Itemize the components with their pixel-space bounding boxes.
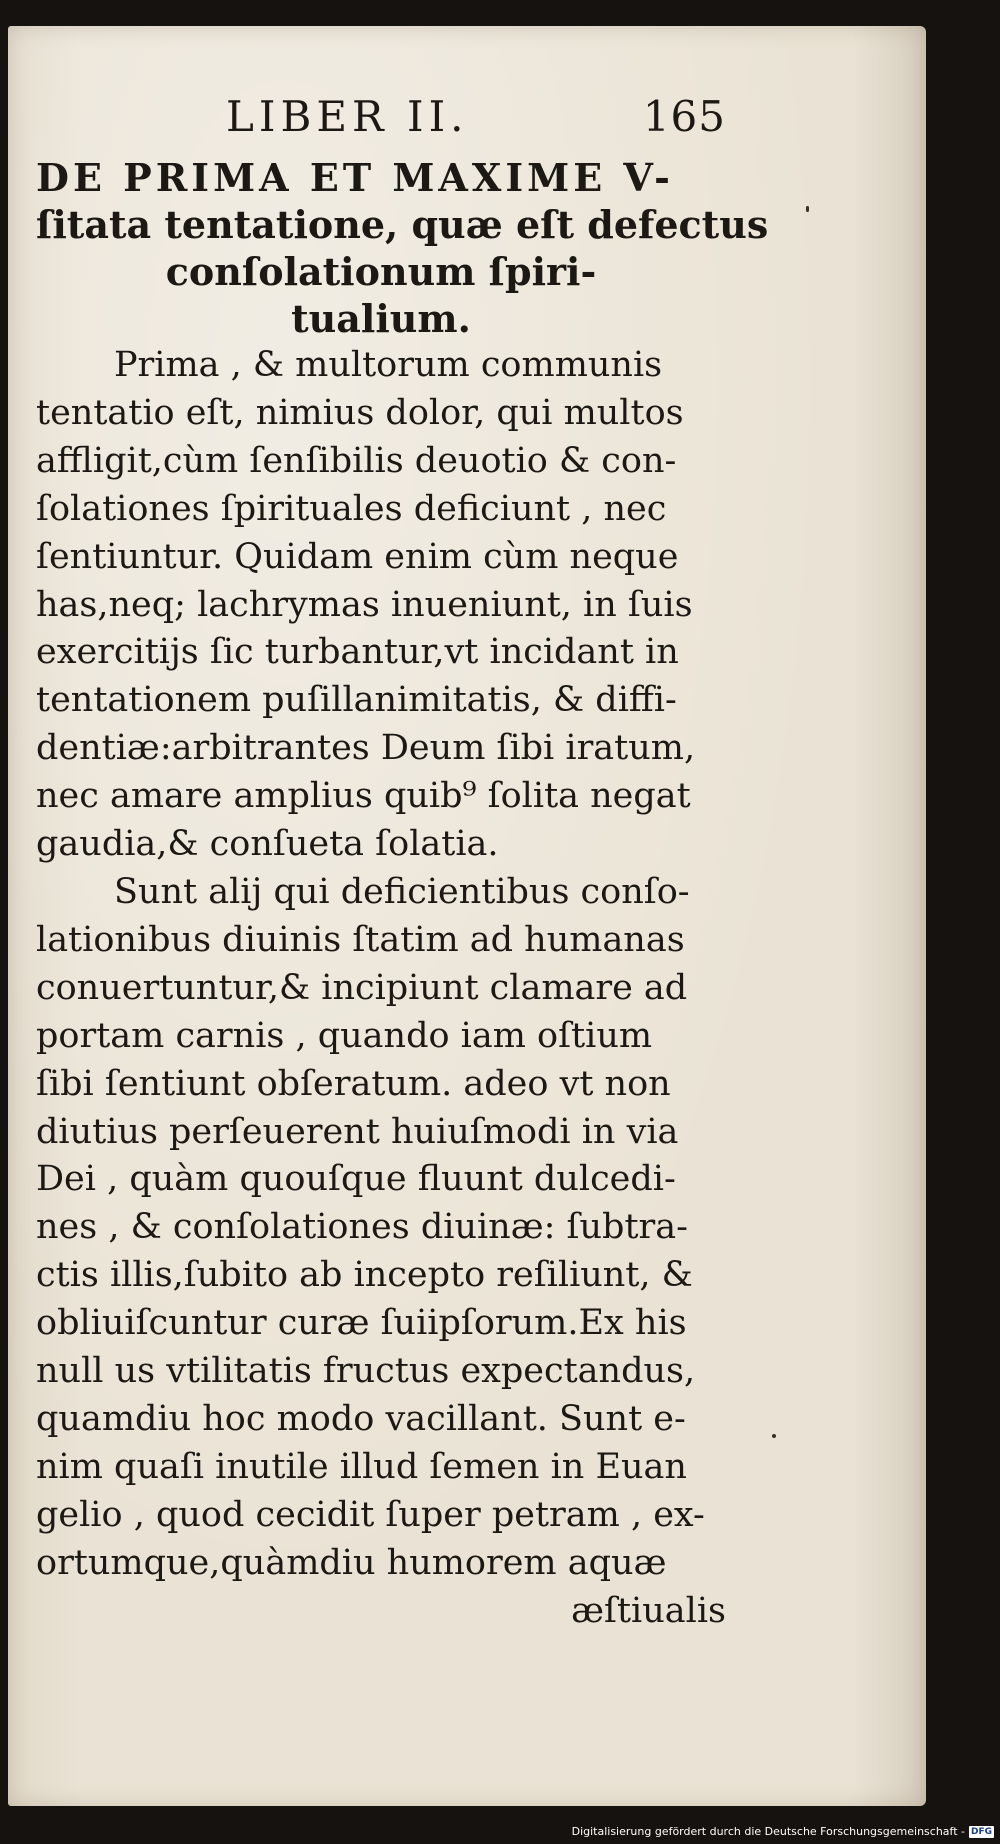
page-number: 165	[642, 92, 726, 141]
credit-text: Digitalisierung gefördert durch die Deutsche Forschungsgemeinschaft -	[571, 1825, 965, 1838]
text-line: exercitijs ſic turbantur,vt incidant in	[36, 632, 679, 673]
chapter-heading	[36, 154, 769, 342]
text-line: affligit,cùm ſenſibilis deuotio & con-	[36, 440, 677, 481]
text-line: ortumque,quàmdiu humorem aquæ	[36, 1542, 667, 1583]
text-line: Dei , quàm quouſque fluunt dulcedi-	[36, 1159, 676, 1200]
text-line: ſolationes ſpirituales deficiunt , nec	[36, 488, 667, 529]
text-line: tentationem puſillanimitatis, & diffi-	[36, 680, 677, 721]
text-line: ſibi ſentiunt obſeratum. adeo vt non	[36, 1063, 671, 1104]
catchword: æſtiualis	[571, 1590, 726, 1631]
text-line: ſentiuntur. Quidam enim cùm neque	[36, 536, 679, 577]
text-line: tentatio eſt, nimius dolor, qui multos	[36, 392, 684, 433]
heading-line: DE PRIMA ET MAXIME V-	[36, 155, 674, 200]
text-line: nec amare amplius quib⁹ ſolita negat	[36, 776, 691, 817]
text-line: conuertuntur,& incipiunt clamare ad	[36, 967, 688, 1008]
text-line: dentiæ:arbitrantes Deum ſibi iratum,	[36, 728, 696, 769]
paragraph-2	[36, 869, 726, 1588]
page-text	[36, 92, 769, 1635]
text-line: null us vtilitatis fructus expectandus,	[36, 1351, 696, 1392]
text-line: diutius perſeuerent huiuſmodi in via	[36, 1111, 679, 1152]
text-line: nes , & conſolationes diuinæ: ſubtra-	[36, 1207, 688, 1248]
text-line: portam carnis , quando iam oſtium	[36, 1015, 653, 1056]
text-line: obliuiſcuntur curæ ſuiipſorum.Ex his	[36, 1303, 687, 1344]
running-head-title: LIBER II.	[226, 92, 469, 141]
digitization-credit	[572, 1825, 994, 1838]
text-line: gelio , quod cecidit ſuper petram , ex-	[36, 1494, 705, 1535]
text-line: gaudia,& conſueta ſolatia.	[36, 824, 499, 865]
book-page	[8, 26, 926, 1806]
text-line: Prima , & multorum communis	[114, 345, 663, 385]
dfg-logo-icon: DFG	[970, 1826, 992, 1837]
text-line: has,neq; lachrymas inueniunt, in ſuis	[36, 584, 693, 625]
heading-line: conſolationum ſpiri-	[165, 249, 597, 294]
running-head	[36, 92, 726, 154]
text-line: quamdiu hoc modo vacillant. Sunt e-	[36, 1398, 686, 1439]
text-line: Sunt alij qui deficientibus conſo-	[114, 871, 690, 912]
text-line: ctis illis,ſubito ab incepto reſiliunt, &	[36, 1255, 693, 1296]
heading-line: ſitata tentatione, quæ eſt defectus	[36, 202, 769, 247]
text-line: lationibus diuinis ſtatim ad humanas	[36, 919, 685, 960]
text-line: nim quaſi inutile illud ſemen in Euan	[36, 1446, 687, 1487]
ink-speck	[806, 206, 809, 212]
paragraph-1	[36, 342, 726, 869]
ink-speck	[772, 1434, 776, 1438]
heading-line: tualium.	[291, 296, 471, 341]
